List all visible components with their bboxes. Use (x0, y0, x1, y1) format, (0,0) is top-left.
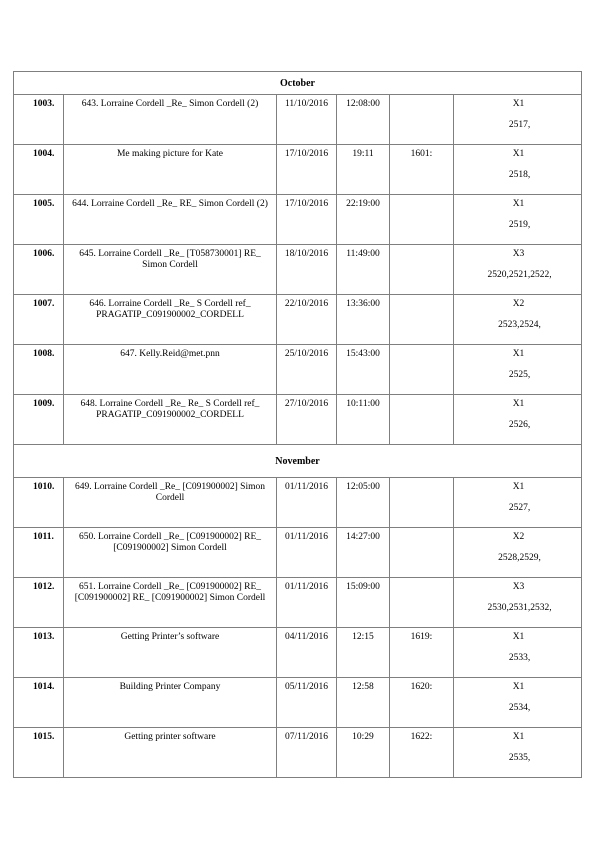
entry-count: X1 (512, 732, 525, 742)
entry-count: X1 (512, 482, 525, 492)
entry-ids: 2530,2531,2532, (487, 603, 552, 613)
entry-time: 13:36:00 (337, 295, 390, 345)
entry-number: 1007. (14, 295, 64, 345)
entry-ids: 2517, (508, 120, 531, 130)
entry-title: Getting Printer’s software (64, 628, 277, 678)
entry-title: 649. Lorraine Cordell _Re_ [C091900002] Simon Cordell (64, 478, 277, 528)
table-row (14, 245, 582, 295)
entry-date: 05/11/2016 (277, 678, 337, 728)
log-table-body (14, 72, 582, 778)
entry-time: 14:27:00 (337, 528, 390, 578)
entry-title: 645. Lorraine Cordell _Re_ [T058730001] RE_ Simon Cordell (64, 245, 277, 295)
entry-references (454, 728, 582, 778)
entry-code (390, 478, 454, 528)
table-row (14, 295, 582, 345)
entry-count: X3 (512, 582, 525, 592)
entry-date: 17/10/2016 (277, 145, 337, 195)
entry-references (454, 95, 582, 145)
entry-references (454, 578, 582, 628)
entry-ids: 2535, (508, 753, 531, 763)
entry-references (454, 678, 582, 728)
entry-date: 27/10/2016 (277, 395, 337, 445)
table-row (14, 195, 582, 245)
log-table (13, 71, 582, 778)
entry-date: 01/11/2016 (277, 478, 337, 528)
table-row (14, 528, 582, 578)
entry-code (390, 395, 454, 445)
entry-code: 1619: (390, 628, 454, 678)
entry-count: X1 (512, 399, 525, 409)
entry-date: 18/10/2016 (277, 245, 337, 295)
entry-title: 651. Lorraine Cordell _Re_ [C091900002] RE_ [C091900002] RE_ [C091900002] Simon Cordell (64, 578, 277, 628)
table-row (14, 628, 582, 678)
month-heading: November (14, 445, 582, 478)
entry-code (390, 295, 454, 345)
month-header-row (14, 72, 582, 95)
entry-code (390, 245, 454, 295)
entry-count: X1 (512, 682, 525, 692)
entry-number: 1012. (14, 578, 64, 628)
table-row (14, 345, 582, 395)
entry-count: X1 (512, 199, 525, 209)
entry-code: 1601: (390, 145, 454, 195)
entry-date: 07/11/2016 (277, 728, 337, 778)
entry-references (454, 295, 582, 345)
entry-time: 11:49:00 (337, 245, 390, 295)
entry-count: X1 (512, 349, 525, 359)
entry-count: X1 (512, 99, 525, 109)
entry-ids: 2533, (508, 653, 531, 663)
entry-references (454, 478, 582, 528)
entry-title: Getting printer software (64, 728, 277, 778)
entry-references (454, 528, 582, 578)
entry-ids: 2520,2521,2522, (487, 270, 552, 280)
entry-code: 1622: (390, 728, 454, 778)
entry-references (454, 145, 582, 195)
entry-references (454, 195, 582, 245)
entry-title: Building Printer Company (64, 678, 277, 728)
entry-time: 10:11:00 (337, 395, 390, 445)
entry-date: 11/10/2016 (277, 95, 337, 145)
entry-ids: 2534, (508, 703, 531, 713)
entry-ids: 2523,2524, (498, 320, 541, 330)
entry-number: 1005. (14, 195, 64, 245)
entry-number: 1003. (14, 95, 64, 145)
table-row (14, 728, 582, 778)
entry-count: X1 (512, 632, 525, 642)
entry-ids: 2518, (508, 170, 531, 180)
table-row (14, 478, 582, 528)
month-heading: October (14, 72, 582, 95)
entry-time: 12:58 (337, 678, 390, 728)
entry-references (454, 395, 582, 445)
entry-number: 1010. (14, 478, 64, 528)
entry-date: 04/11/2016 (277, 628, 337, 678)
entry-time: 12:08:00 (337, 95, 390, 145)
entry-date: 22/10/2016 (277, 295, 337, 345)
entry-time: 10:29 (337, 728, 390, 778)
entry-number: 1015. (14, 728, 64, 778)
entry-ids: 2527, (508, 503, 531, 513)
entry-number: 1004. (14, 145, 64, 195)
entry-time: 15:09:00 (337, 578, 390, 628)
entry-time: 12:05:00 (337, 478, 390, 528)
entry-count: X1 (512, 149, 525, 159)
entry-title: 650. Lorraine Cordell _Re_ [C091900002] RE_ [C091900002] Simon Cordell (64, 528, 277, 578)
table-row (14, 678, 582, 728)
table-row (14, 145, 582, 195)
entry-count: X2 (512, 299, 525, 309)
entry-time: 12:15 (337, 628, 390, 678)
entry-code (390, 95, 454, 145)
entry-date: 01/11/2016 (277, 528, 337, 578)
entry-references (454, 628, 582, 678)
table-row (14, 95, 582, 145)
entry-count: X2 (512, 532, 525, 542)
entry-number: 1014. (14, 678, 64, 728)
entry-references (454, 245, 582, 295)
entry-count: X3 (512, 249, 525, 259)
entry-title: 648. Lorraine Cordell _Re_ Re_ S Cordell ref_ PRAGATIP_C091900002_CORDELL (64, 395, 277, 445)
entry-date: 01/11/2016 (277, 578, 337, 628)
entry-ids: 2525, (508, 370, 531, 380)
entry-code: 1620: (390, 678, 454, 728)
month-header-row (14, 445, 582, 478)
table-row (14, 578, 582, 628)
entry-time: 19:11 (337, 145, 390, 195)
entry-references (454, 345, 582, 395)
table-row (14, 395, 582, 445)
entry-number: 1008. (14, 345, 64, 395)
entry-number: 1006. (14, 245, 64, 295)
entry-title: 646. Lorraine Cordell _Re_ S Cordell ref_ PRAGATIP_C091900002_CORDELL (64, 295, 277, 345)
entry-time: 15:43:00 (337, 345, 390, 395)
entry-number: 1009. (14, 395, 64, 445)
entry-code (390, 345, 454, 395)
entry-time: 22:19:00 (337, 195, 390, 245)
entry-title: 644. Lorraine Cordell _Re_ RE_ Simon Cordell (2) (64, 195, 277, 245)
entry-code (390, 578, 454, 628)
entry-code (390, 528, 454, 578)
entry-title: 643. Lorraine Cordell _Re_ Simon Cordell (2) (64, 95, 277, 145)
entry-title: Me making picture for Kate (64, 145, 277, 195)
entry-title: 647. Kelly.Reid@met.pnn (64, 345, 277, 395)
entry-date: 17/10/2016 (277, 195, 337, 245)
entry-ids: 2519, (508, 220, 531, 230)
entry-number: 1013. (14, 628, 64, 678)
entry-ids: 2526, (508, 420, 531, 430)
entry-number: 1011. (14, 528, 64, 578)
entry-date: 25/10/2016 (277, 345, 337, 395)
entry-code (390, 195, 454, 245)
entry-ids: 2528,2529, (498, 553, 541, 563)
